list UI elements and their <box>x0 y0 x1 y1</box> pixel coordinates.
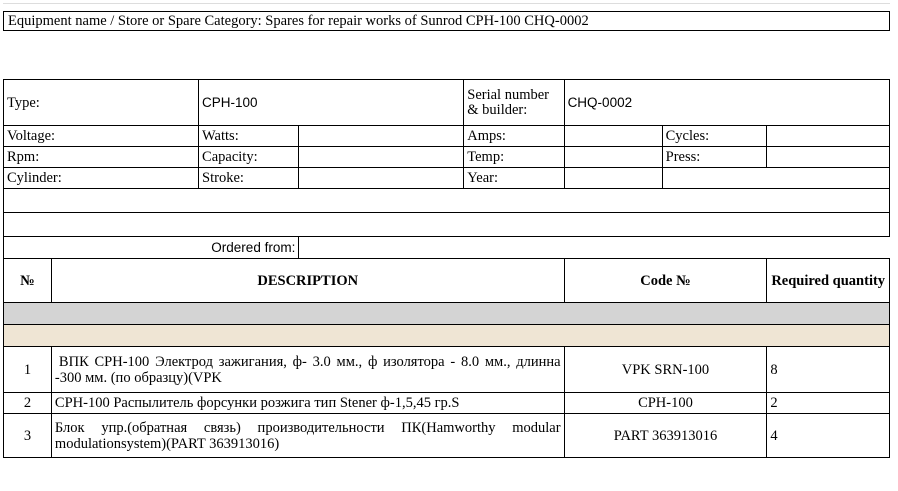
serial-value: CHQ-0002 <box>564 80 889 126</box>
item-quantity: 8 <box>767 347 890 393</box>
col-number: № <box>4 259 52 303</box>
press-value <box>767 147 890 168</box>
item-code: PART 363913016 <box>564 414 767 458</box>
stroke-value <box>299 168 464 189</box>
item-number: 2 <box>4 393 52 414</box>
item-number: 1 <box>4 347 52 393</box>
col-quantity: Required quantity <box>767 259 890 303</box>
item-description: Блок упр.(обратная связь) производительности ПК(Hamworthy modular modulationsystem)(PART 363913016) <box>51 414 564 458</box>
capacity-value <box>299 147 464 168</box>
type-value: CPH-100 <box>199 80 464 126</box>
amps-value <box>564 126 662 147</box>
column-header-row <box>4 259 890 303</box>
item-description: СРН-100 Распылитель форсунки розжига тип Stener ф-1,5,45 гр.S <box>51 393 564 414</box>
item-number: 3 <box>4 414 52 458</box>
rpm-label: Rpm: <box>4 147 199 168</box>
ordered-from-row <box>4 237 890 259</box>
cycles-label: Cycles: <box>662 126 767 147</box>
beige-band-row <box>4 325 890 347</box>
cylinder-label: Cylinder: <box>4 168 199 189</box>
voltage-label: Voltage: <box>4 126 199 147</box>
table-row <box>4 347 890 393</box>
col-code: Code № <box>564 259 767 303</box>
item-quantity: 4 <box>767 414 890 458</box>
serial-label: Serial number & builder: <box>464 80 564 126</box>
item-code: CPH-100 <box>564 393 767 414</box>
type-label: Type: <box>4 80 199 126</box>
item-code: VPK SRN-100 <box>564 347 767 393</box>
cycles-value <box>767 126 890 147</box>
equipment-name-line: Equipment name / Store or Spare Category: Spares for repair works of Sunrod CPH-100 CHQ-0002 <box>3 11 890 31</box>
top-rule <box>3 0 890 4</box>
watts-label: Watts: <box>199 126 299 147</box>
ordered-from-value <box>299 237 890 259</box>
cylinder-row <box>4 168 890 189</box>
watts-value <box>299 126 464 147</box>
amps-label: Amps: <box>464 126 564 147</box>
gray-band-row <box>4 303 890 325</box>
blank-row-2 <box>4 213 890 237</box>
voltage-row <box>4 126 890 147</box>
year-value <box>564 168 662 189</box>
item-quantity: 2 <box>767 393 890 414</box>
year-blank <box>662 168 889 189</box>
ordered-from-label: Ordered from: <box>4 237 299 259</box>
table-row <box>4 414 890 458</box>
rpm-row <box>4 147 890 168</box>
year-label: Year: <box>464 168 564 189</box>
blank-row-1 <box>4 189 890 213</box>
capacity-label: Capacity: <box>199 147 299 168</box>
item-description: ВПК СРН-100 Электрод зажигания, ф- 3.0 мм., ф изолятора - 8.0 мм., длинна -300 мм. (по образцу)(VPK <box>51 347 564 393</box>
type-row <box>4 80 890 126</box>
temp-value <box>564 147 662 168</box>
stroke-label: Stroke: <box>199 168 299 189</box>
spares-table <box>3 79 890 458</box>
temp-label: Temp: <box>464 147 564 168</box>
col-description: DESCRIPTION <box>51 259 564 303</box>
table-row <box>4 393 890 414</box>
press-label: Press: <box>662 147 767 168</box>
